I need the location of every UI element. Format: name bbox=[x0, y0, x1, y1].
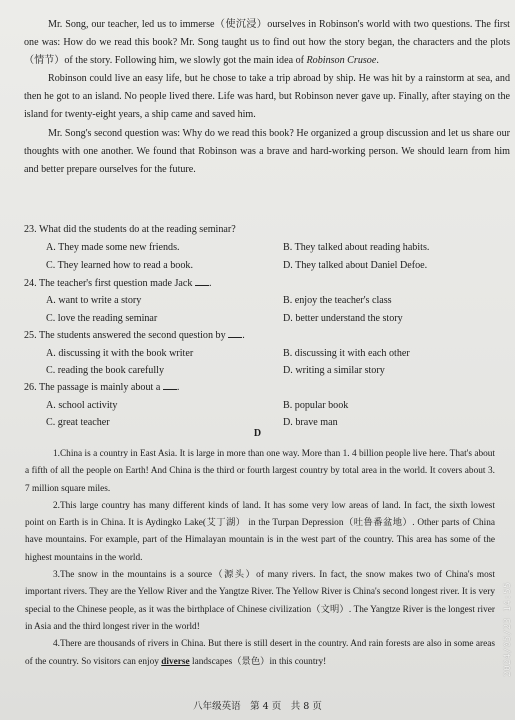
question-25-option-d[interactable]: D. writing a similar story bbox=[283, 365, 385, 376]
passage-c-paragraph-3: Mr. Song's second question was: Why do we read this book? He organized a group discussion and let us share our thoughts with one another. We found that Robinson was a brave and hard-working person. We should learn from him and better prepare ourselves for the future. bbox=[24, 127, 510, 175]
passage-c-paragraph-2: Robinson could live an easy life, but he chose to take a trip abroad by ship. He was hit by a rainstorm at sea, and then he got to an island. No people lived there. Life was hard, but Robinson never gave up. Finally, after staying on the island for twenty-eight years, a ship came and saved him. bbox=[24, 73, 510, 121]
question-23-option-a[interactable]: A. They made some new friends. bbox=[46, 242, 180, 253]
question-24-option-a[interactable]: A. want to write a story bbox=[46, 295, 142, 306]
passage-c bbox=[24, 16, 510, 179]
question-25-option-c[interactable]: C. reading the book carefully bbox=[46, 365, 165, 376]
question-26-stem: 26. The passage is mainly about a . bbox=[24, 382, 180, 393]
book-title: Robinson Crusoe bbox=[306, 55, 377, 67]
question-24-stem: 24. The teacher's first question made Jack . bbox=[24, 278, 212, 289]
section-d-heading: D bbox=[253, 428, 262, 439]
passage-d-paragraph-2: 2.This large country has many different kinds of land. It has some very low areas of land. In fact, the sixth lowest point on Earth is in China. It is Aydingko Lake(艾丁湖） in the Turpan Depression（吐鲁番盆地）. Other parts of China have mountains. For example, part of the Himalayan mountain is in the west part of the country. This area has some of the highest mountains in the world. bbox=[25, 500, 495, 563]
question-26-option-d[interactable]: D. brave man bbox=[283, 417, 338, 428]
question-26-option-c[interactable]: C. great teacher bbox=[46, 417, 110, 428]
question-25-stem: 25. The students answered the second question by . bbox=[24, 330, 245, 341]
underlined-word: diverse bbox=[161, 656, 190, 667]
passage-d-paragraph-4: 4.There are thousands of rivers in China. But there is still desert in the country. And rain forests are also in some areas of the country. So visitors can enjoy diverse landscapes（景色）in this country! bbox=[25, 639, 495, 667]
question-24-option-b[interactable]: B. enjoy the teacher's class bbox=[283, 295, 392, 306]
question-23-option-b[interactable]: B. They talked about reading habits. bbox=[283, 242, 430, 253]
question-24-option-c[interactable]: C. love the reading seminar bbox=[46, 313, 158, 324]
page-footer: 八年级英语 第 4 页 共 8 页 bbox=[193, 701, 322, 712]
question-23-option-d[interactable]: D. They talked about Daniel Defoe. bbox=[283, 260, 428, 271]
passage-c-paragraph-1: Mr. Song, our teacher, led us to immerse（使沉浸）ourselves in Robinson's world with two questions. The first one was: How do we read this book? Mr. Song taught us to find out how the story began, the characters and the plots（情节）of the story. Following him, we slowly got the main idea of Robinson Crusoe. bbox=[24, 19, 510, 67]
question-23-stem: 23. What did the students do at the reading seminar? bbox=[24, 224, 236, 235]
question-23-option-c[interactable]: C. They learned how to read a book. bbox=[46, 260, 193, 271]
passage-d-paragraph-1: 1.China is a country in East Asia. It is large in more than one way. More than 1. 4 billion people live here. That's about a fifth of all the people on Earth! And China is the third or fourth largest country by total area in the world. It covers about 3. 7 million square miles. bbox=[25, 449, 495, 494]
question-26-option-a[interactable]: A. school activity bbox=[46, 400, 118, 411]
passage-d bbox=[25, 446, 495, 671]
photo-timestamp: 2024/05/23 14:55 bbox=[503, 582, 513, 677]
question-26-option-b[interactable]: B. popular book bbox=[283, 400, 349, 411]
answer-blank bbox=[195, 276, 209, 286]
question-25-option-b[interactable]: B. discussing it with each other bbox=[283, 348, 410, 359]
question-25-option-a[interactable]: A. discussing it with the book writer bbox=[46, 348, 194, 359]
passage-d-paragraph-3: 3.The snow in the mountains is a source（源头）of many rivers. In fact, the snow makes two of China's most important rivers. They are the Yellow River and the Yangtze River. The Yellow River is China's second longest river. It is very special to the Chinese people, as it was the birthplace of Chinese civilization（文明）. The Yangtze River is the longest river in Asia and the third longest river in the world! bbox=[25, 570, 495, 632]
answer-blank bbox=[163, 380, 177, 390]
question-24-option-d[interactable]: D. better understand the story bbox=[283, 313, 403, 324]
answer-blank bbox=[228, 328, 242, 338]
